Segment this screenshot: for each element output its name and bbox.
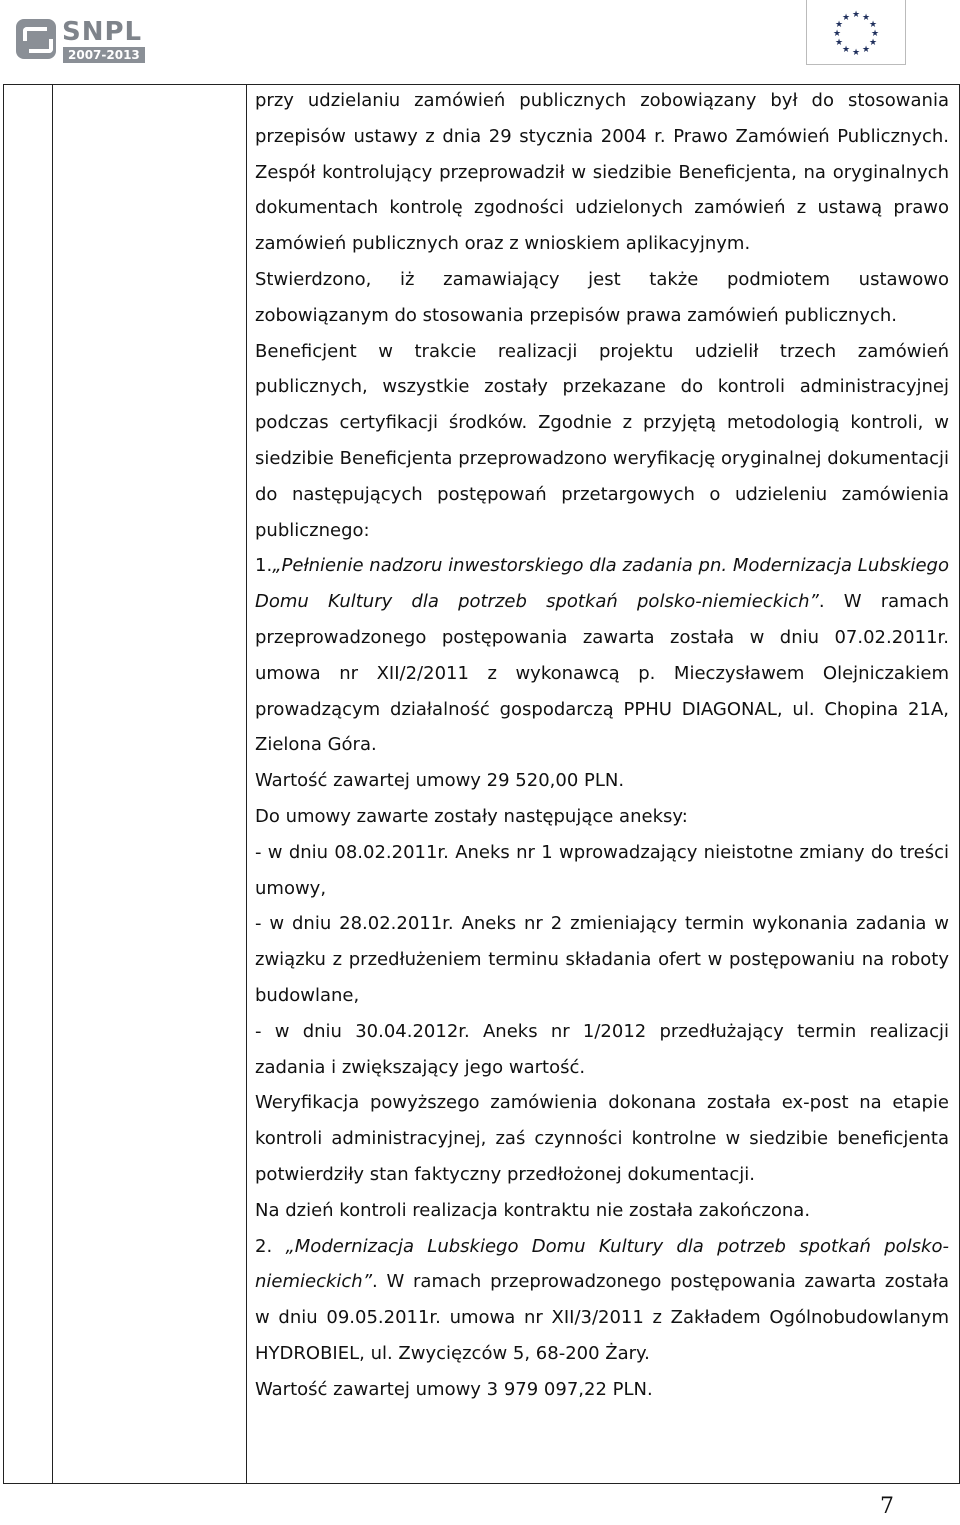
snpl-logo-icon — [16, 19, 56, 59]
svg-text:★: ★ — [834, 20, 844, 30]
contract-1-title: „Pełnienie nadzoru inwestorskiego dla zadania pn. Modernizacja Lubskiego Domu Kultury dla potrzeb spotkań polsko-niemieckich” — [255, 555, 949, 613]
paragraph-intro: przy udzielaniu zamówień publicznych zobowiązany był do stosowania przepisów ustawy z dnia 29 stycznia 2004 r. Prawo Zamówień Publicznych. Zespół kontrolujący przeprowadził w siedzibie Beneficjenta, na oryginalnych dokumentach kontrolę zgodności udzielonych zamówień z ustawą prawo zamówień publicznych oraz z wnioskiem aplikacyjnym. — [255, 90, 949, 255]
svg-text:★: ★ — [841, 13, 851, 23]
svg-text:★: ★ — [834, 38, 844, 48]
eu-flag-logo — [806, 0, 906, 65]
paragraph-contract-1 — [255, 548, 949, 763]
svg-text:★: ★ — [861, 45, 871, 55]
contract-2-details: . W ramach przeprowadzonego postępowania zawarta została w dniu 09.05.2011r. umowa nr XII/3/2011 z Zakładem Ogólnobudowlanym HYDROBIEL, ul. Zwycięzców 5, 68-200 Żary. — [255, 1271, 949, 1364]
paragraph-expost: Weryfikacja powyższego zamówienia dokonana została ex-post na etapie kontroli administracyjnej, zaś czynności kontrolne w siedzibie beneficjenta potwierdziły stan faktyczny przedłożonej dokumentacji. — [255, 1092, 949, 1185]
svg-text:★: ★ — [868, 20, 878, 30]
svg-text:★: ★ — [841, 45, 851, 55]
svg-text:★: ★ — [861, 13, 871, 23]
main-text-cell — [255, 83, 949, 1407]
table-column-divider-1 — [52, 84, 53, 1484]
svg-text:★: ★ — [832, 29, 842, 39]
annex-item-1: - w dniu 08.02.2011r. Aneks nr 1 wprowadzający nieistotne zmiany do treści umowy, — [255, 841, 949, 899]
snpl-logo — [16, 17, 148, 65]
paragraph-verification: Beneficjent w trakcie realizacji projektu udzielił trzech zamówień publicznych, wszystkie zostały przekazane do kontroli administracyjnej podczas certyfikacji środków. Zgodnie z przyjętą metodologią kontroli, w siedzibie Beneficjenta przeprowadzono weryfikację oryginalnej dokumentacji do następujących postępowań przetargowych o udzieleniu zamówienia publicznego: — [255, 340, 949, 541]
page-number: 7 — [880, 1494, 894, 1519]
annex-item-3: - w dniu 30.04.2012r. Aneks nr 1/2012 przedłużający termin realizacji zadania i zwiększający jego wartość. — [255, 1020, 949, 1078]
annex-item-2: - w dniu 28.02.2011r. Aneks nr 2 zmieniający termin wykonania zadania w związku z przedłużeniem terminu składania ofert w postępowaniu na roboty budowlane, — [255, 913, 949, 1006]
snpl-logo-name: SNPL — [62, 17, 143, 47]
svg-text:★: ★ — [851, 48, 861, 58]
contract-1-number: 1. — [255, 555, 273, 577]
paragraph-contract-2 — [255, 1229, 949, 1372]
snpl-logo-years: 2007-2013 — [63, 47, 145, 63]
paragraph-contract-2-value: Wartość zawartej umowy 3 979 097,22 PLN. — [255, 1378, 653, 1400]
eu-stars-icon — [807, 0, 905, 64]
paragraph-annexes-intro: Do umowy zawarte zostały następujące aneksy: — [255, 805, 688, 827]
paragraph-contract-1-value: Wartość zawartej umowy 29 520,00 PLN. — [255, 770, 625, 792]
paragraph-finding: Stwierdzono, iż zamawiający jest także podmiotem ustawowo zobowiązanym do stosowania przepisów prawa zamówień publicznych. — [255, 268, 949, 326]
svg-text:★: ★ — [870, 29, 880, 39]
paragraph-status: Na dzień kontroli realizacja kontraktu nie została zakończona. — [255, 1199, 811, 1221]
contract-1-details: . W ramach przeprowadzonego postępowania zawarta została w dniu 07.02.2011r. umowa nr XII/2/2011 z wykonawcą p. Mieczysławem Olejniczakiem prowadzącym działalność gospodarczą PPHU DIAGONAL, ul. Chopina 21A, Zielona Góra. — [255, 591, 949, 756]
contract-2-title: „Modernizacja Lubskiego Domu Kultury dla potrzeb spotkań polsko-niemieckich” — [255, 1235, 949, 1293]
table-column-divider-2 — [246, 84, 247, 1484]
contract-2-number: 2. — [255, 1235, 286, 1257]
svg-text:★: ★ — [851, 10, 861, 20]
svg-text:★: ★ — [868, 38, 878, 48]
